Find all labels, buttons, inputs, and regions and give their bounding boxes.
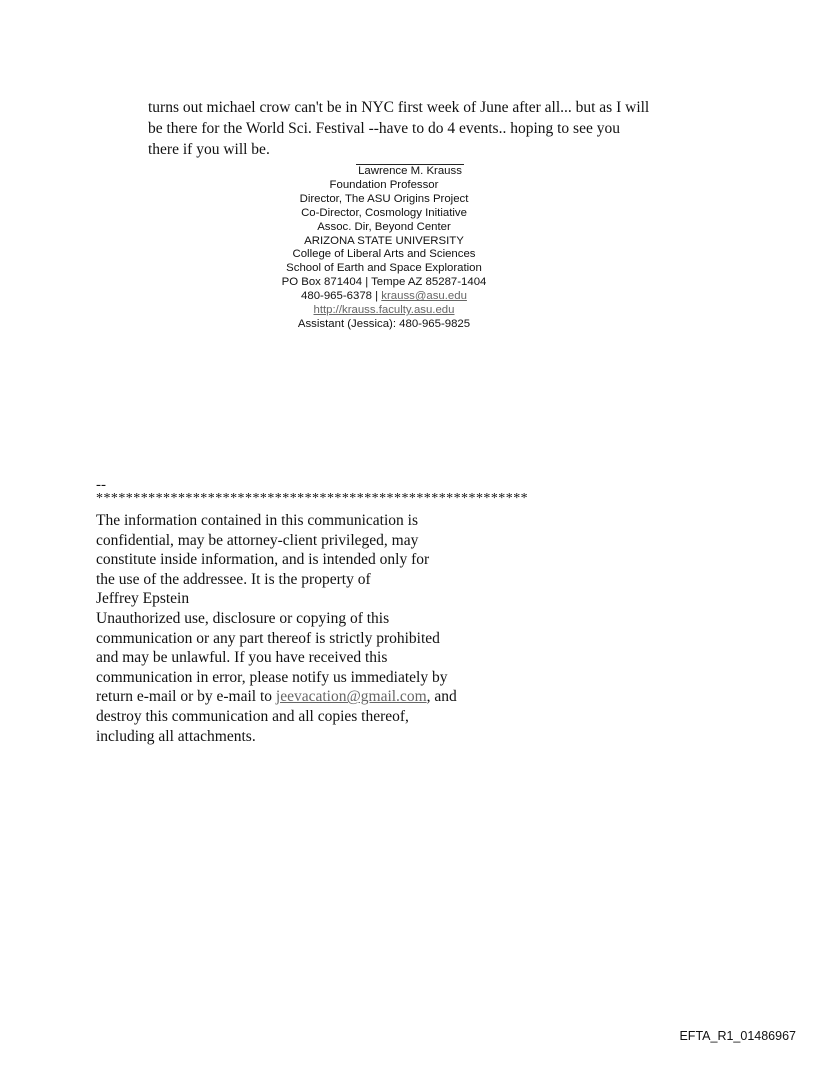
signature-line: Assoc. Dir, Beyond Center: [317, 220, 451, 233]
signature-line: College of Liberal Arts and Sciences: [292, 248, 476, 261]
disclaimer-line: communication or any part thereof is strictly prohibited: [96, 629, 440, 647]
message-line: there if you will be.: [148, 141, 270, 158]
disclaimer-return-prefix: return e-mail or by e-mail to: [96, 688, 276, 706]
signature-assistant: Assistant (Jessica): 480-965-9825: [297, 317, 471, 330]
disclaimer-line: the use of the addressee. It is the property of: [96, 570, 371, 588]
disclaimer-line: including all attachments.: [96, 727, 256, 745]
disclaimer-line: Jeffrey Epstein: [96, 590, 190, 608]
disclaimer-return-suffix: , and: [426, 688, 457, 706]
signature-phone: 480-965-6378 |: [301, 290, 382, 303]
disclaimer-email-link[interactable]: jeevacation@gmail.com: [275, 688, 427, 706]
signature-line: Foundation Professor: [329, 178, 439, 191]
message-line: be there for the World Sci. Festival --have to do 4 events.. hoping to see you: [148, 120, 620, 137]
document-id: EFTA_R1_01486967: [679, 1029, 796, 1043]
signature-line: Co-Director, Cosmology Initiative: [301, 206, 467, 219]
email-signature: [234, 151, 534, 332]
confidentiality-disclaimer: [96, 511, 516, 746]
signature-line: PO Box 871404 | Tempe AZ 85287-1404: [281, 276, 487, 289]
signature-line: School of Earth and Space Exploration: [286, 262, 482, 275]
disclaimer-return-line: [96, 687, 516, 707]
disclaimer-line: and may be unlawful. If you have received this: [96, 649, 388, 667]
disclaimer-line: destroy this communication and all copies thereof,: [96, 707, 409, 725]
disclaimer-line: communication in error, please notify us immediately by: [96, 668, 448, 686]
signature-contact: [234, 290, 534, 304]
signature-url-link[interactable]: http://krauss.faculty.asu.edu: [313, 304, 455, 317]
signature-separator-dashes: --: [96, 477, 106, 493]
signature-url-line: [234, 304, 534, 318]
separator-stars: **********************************************************: [96, 491, 529, 506]
disclaimer-line: constitute inside information, and is intended only for: [96, 551, 430, 569]
disclaimer-line: Unauthorized use, disclosure or copying of this: [96, 609, 390, 627]
signature-line: Director, The ASU Origins Project: [299, 192, 469, 205]
signature-email-link[interactable]: krauss@asu.edu: [381, 290, 467, 303]
signature-name: Lawrence M. Krauss: [358, 165, 462, 177]
disclaimer-line: The information contained in this communication is: [96, 512, 418, 529]
disclaimer-line: confidential, may be attorney-client privileged, may: [96, 531, 419, 549]
signature-line: ARIZONA STATE UNIVERSITY: [304, 234, 464, 247]
message-line: turns out michael crow can't be in NYC first week of June after all... but as I will: [148, 99, 650, 116]
